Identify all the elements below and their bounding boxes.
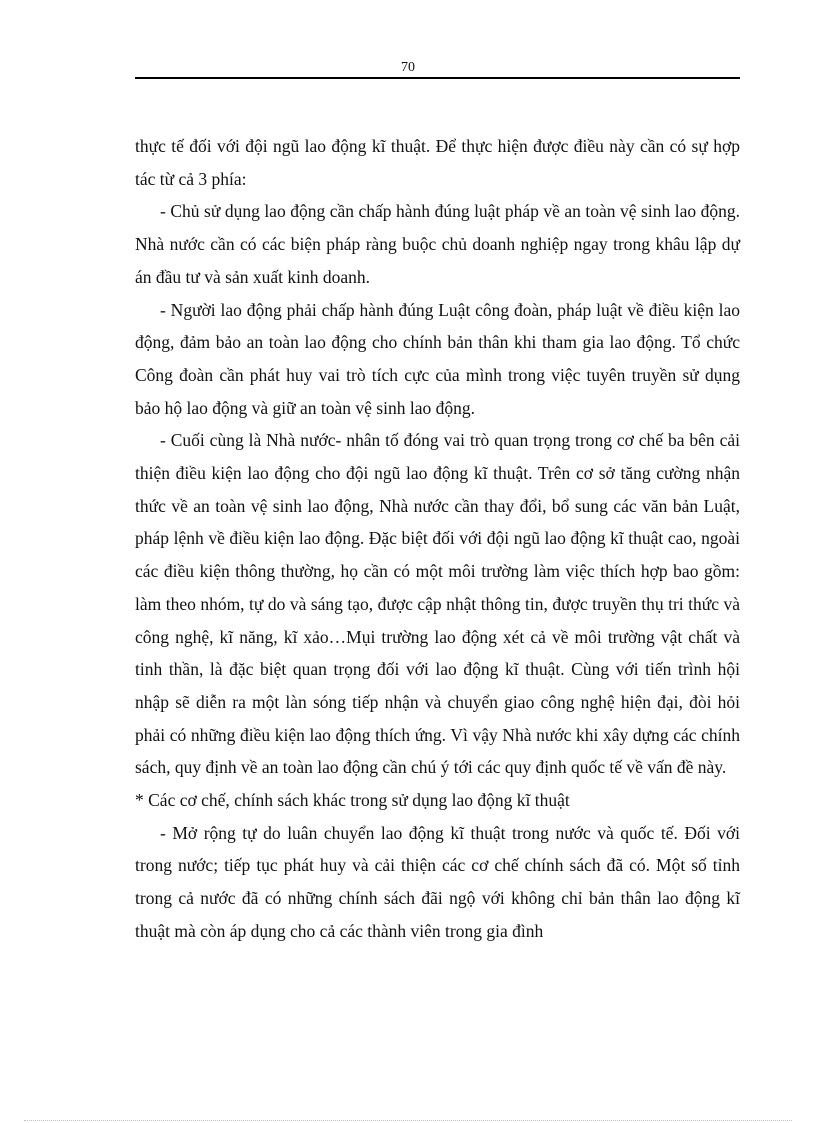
header-divider: [135, 77, 740, 79]
paragraph-mobility: - Mở rộng tự do luân chuyển lao động kĩ thuật trong nước và quốc tế. Đối với trong nước; tiếp tục phát huy và cải thiện các cơ chế chính sách đã có. Một số tỉnh trong cả nước đã có những chính sách đãi ngộ với không chỉ bản thân lao động kĩ thuật mà còn áp dụng cho cả các thành viên trong gia đình: [135, 822, 740, 941]
paragraph-intro: thực tế đối với đội ngũ lao động kĩ thuật. Để thực hiện được điều này cần có sự hợp tác từ cả 3 phía:: [135, 136, 740, 189]
paragraph-state: - Cuối cùng là Nhà nước- nhân tố đóng vai trò quan trọng trong cơ chế ba bên cải thiện điều kiện lao động cho đội ngũ lao động kĩ thuật. Trên cơ sở tăng cường nhận thức về an toàn vệ sinh lao động, Nhà nước cần thay đổi, bổ sung các văn bản Luật, pháp lệnh về điều kiện lao động. Đặc biệt đối với đội ngũ lao động kĩ thuật cao, ngoài các điều kiện thông thường, họ cần có một môi trường làm việc thích hợp bao gồm: làm theo nhóm, tự do và sáng tạo, được cập nhật thông tin, được truyền thụ tri thức và công nghệ, kĩ năng, kĩ xảo…Mụi trường lao động xét cả về môi trường vật chất và tinh thần, là đặc biệt quan trọng đối với lao động kĩ thuật. Cùng với tiến trình hội nhập sẽ diễn ra một làn sóng tiếp nhận và chuyển giao công nghệ hiện đại, đòi hỏi phải có những điều kiện lao động thích ứng. Vì vậy Nhà nước khi xây dựng các chính sách, quy định về an toàn lao động cần chú ý tới các quy định quốc tế về vấn đề này.: [135, 430, 740, 778]
paragraph-worker: - Người lao động phải chấp hành đúng Luật công đoàn, pháp luật về điều kiện lao động, đảm bảo an toàn lao động cho chính bản thân khi tham gia lao động. Tổ chức Công đoàn cần phát huy vai trò tích cực của mình trong việc tuyên truyền sử dụng bảo hộ lao động và giữ an toàn vệ sinh lao động.: [135, 299, 740, 418]
page-number: 70: [401, 60, 415, 75]
body-text: [135, 130, 740, 948]
paragraph-employer: - Chủ sử dụng lao động cần chấp hành đúng luật pháp về an toàn vệ sinh lao động. Nhà nước cần có các biện pháp ràng buộc chủ doanh nghiệp ngay trong khâu lập dự án đầu tư và sản xuất kinh doanh.: [135, 201, 740, 287]
section-heading: * Các cơ chế, chính sách khác trong sử dụng lao động kĩ thuật: [135, 790, 570, 811]
footer-divider: [24, 1120, 792, 1121]
